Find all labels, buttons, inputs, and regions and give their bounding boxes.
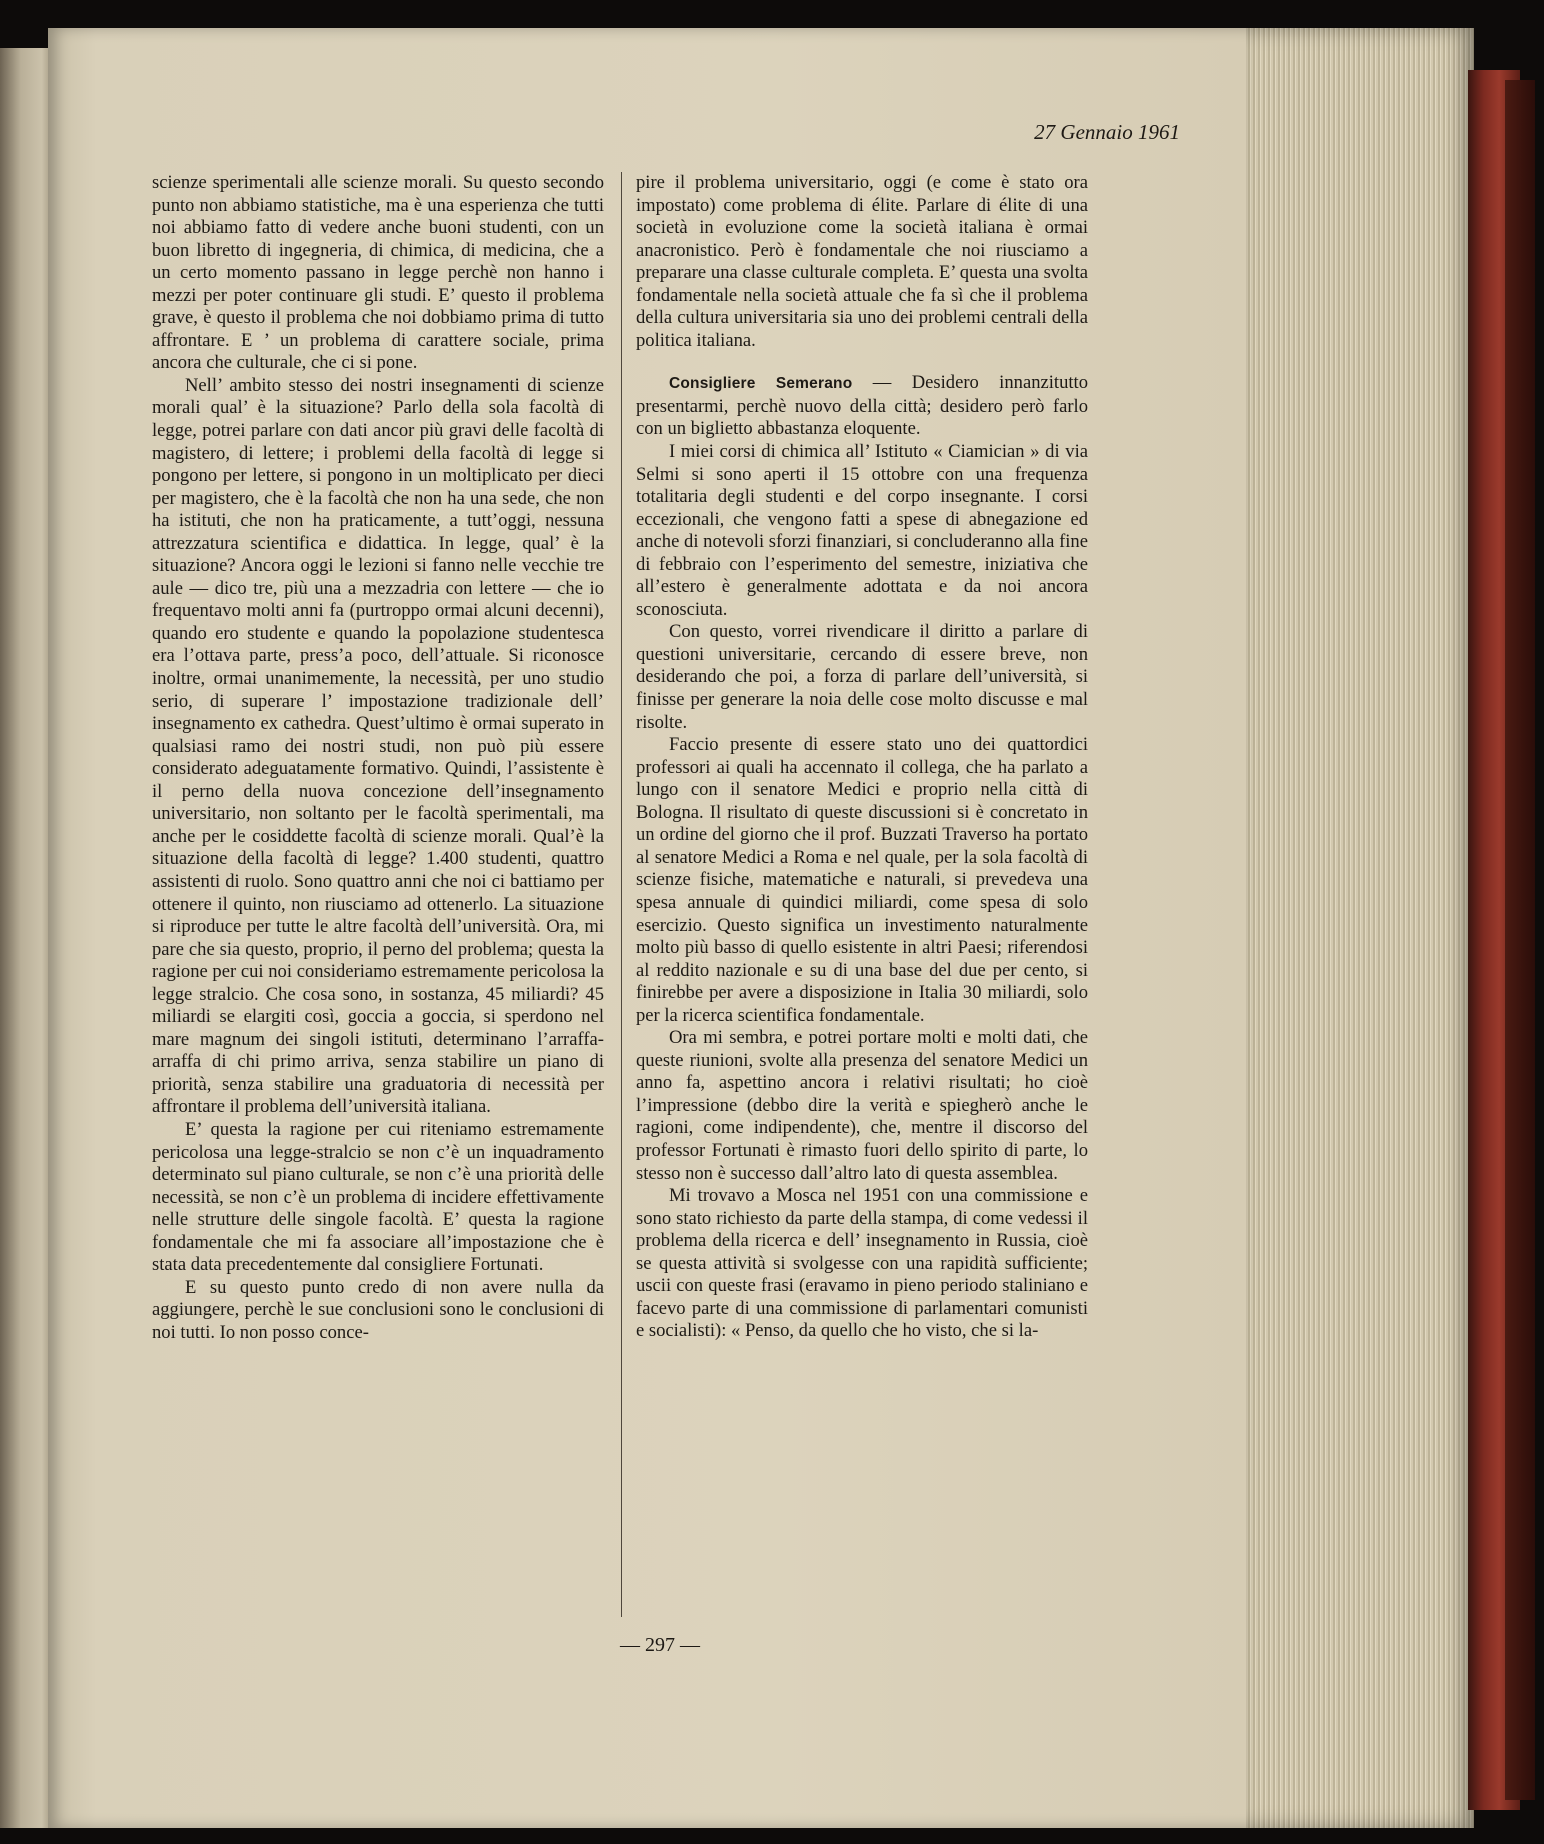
paragraph: pire il problema universitario, oggi (e come è stato ora impostato) come problema di élite. Parlare di élite di una società in evoluzione come la società italiana è ormai anacronistico. Però è fondamentale che noi riusciamo a preparare una classe culturale completa. E’ questa una svolta fondamentale nella società attuale che fa sì che il problema della cultura universitaria sia uno dei problemi centrali della politica italiana. xyxy=(636,172,1088,351)
paragraph: Ora mi sembra, e potrei portare molti e molti dati, che queste riunioni, svolte alla presenza del senatore Medici un anno fa, aspettino ancora i relativi risultati; ho cioè l’impressione (debbo dire la verità e spiegherò anche le ragioni, come indipendente), che, mentre il discorso del professor Fortunati è rimasto fuori dello spirito di parte, lo stesso non è successo dall’altro lato di questa assemblea. xyxy=(636,1027,1088,1184)
running-header-date: 27 Gennaio 1961 xyxy=(1034,120,1180,144)
right-text-column xyxy=(636,172,1088,1343)
speech-opening xyxy=(636,372,1088,441)
speaker-name: Consigliere Semerano xyxy=(669,375,853,393)
book-cover-back xyxy=(1505,80,1535,1800)
column-divider xyxy=(621,172,622,1617)
paragraph: scienze sperimentali alle scienze morali. Su questo secondo punto non abbiamo statistiche, ma è una esperienza che tutti noi abbiamo fatto di vedere anche buoni studenti, con un buon libretto di ingegneria, di chimica, di medicina, che a un certo momento passano in legge perchè non hanno i mezzi per poter continuare gli studi. E’ questo il problema grave, è questo il problema che noi dobbiamo prima di tutto affrontare. E ’ un problema di carattere sociale, prima ancora che culturale, che ci si pone. xyxy=(152,172,604,374)
left-text-column xyxy=(152,172,604,1344)
paragraph: Mi trovavo a Mosca nel 1951 con una commissione e sono stato richiesto da parte della stampa, di come vedessi il problema della ricerca e dell’ insegnamento in Russia, cioè se questa attività si svolgesse con una rapidità sufficiente; uscii con queste frasi (eravamo in pieno periodo staliniano e facevo parte di una commissione di parlamentari comunisti e socialisti): « Penso, da quello che ho visto, che si la- xyxy=(636,1185,1088,1342)
left-page-edge xyxy=(0,48,52,1828)
paragraph: I miei corsi di chimica all’ Istituto « Ciamician » di via Selmi si sono aperti il 15 ottobre con una frequenza totalitaria degli studenti e del corpo insegnante. I corsi eccezionali, che vengono fatti a spese di abnegazione ed anche di notevoli sforzi finanziari, si concluderanno alla fine di febbraio con l’esperimento del semestre, iniziativa che all’estero è generalmente adottata e da noi ancora sconosciuta. xyxy=(636,441,1088,620)
speech-text: — Desidero innanzitutto presentarmi, perchè nuovo della città; desidero però farlo con un biglietto abbastanza eloquente. xyxy=(636,372,1089,440)
paragraph: E su questo punto credo di non avere nulla da aggiungere, perchè le sue conclusioni sono le conclusioni di noi tutti. Io non posso conce- xyxy=(152,1276,604,1343)
paragraph: E’ questa la ragione per cui riteniamo estremamente pericolosa una legge-stralcio se non c’è un inquadramento determinato sul piano culturale, se non c’è una priorità delle necessità, se non c’è un problema di incidere effettivamente nelle strutture delle singole facoltà. E’ questa la ragione fondamentale che mi fa associare all’impostazione che è stata data precedentemente dal consigliere Fortunati. xyxy=(152,1118,604,1276)
paragraph: Con questo, vorrei rivendicare il diritto a parlare di questioni universitarie, cercando di essere breve, non desiderando che poi, a forza di parlare dell’università, si finisse per generare la noia delle cose molto discusse e mal risolte. xyxy=(636,621,1088,733)
page-block-edges xyxy=(1246,28,1474,1828)
paragraph: Faccio presente di essere stato uno dei quattordici professori ai quali ha accennato il collega, che ha parlato a lungo con il senatore Medici e proprio nella città di Bologna. Il risultato di queste discussioni si è concretato in un ordine del giorno che il prof. Buzzati Traverso ha portato al senatore Medici a Roma e nel quale, per la sola facoltà di scienze fisiche, matematiche e naturali, si prevedeva una spesa annuale di quindici miliardi, come spesa di solo esercizio. Questo significa un investimento naturalmente molto più basso di quello esistente in altri Paesi; riferendosi al reddito nazionale e su di una base del due per cento, si finirebbe per avere a disposizione in Italia 30 miliardi, solo per la ricerca scientifica fondamentale. xyxy=(636,734,1088,1026)
page-number: — 297 — xyxy=(620,1634,700,1656)
paragraph: Nell’ ambito stesso dei nostri insegnamenti di scienze morali qual’ è la situazione? Parlo della sola facoltà di legge, potrei parlare con dati ancor più gravi delle facoltà di magistero, di lettere; i problemi della facoltà di legge si pongono per lettere, si pongono in un moltiplicato per dieci per magistero, che è la facoltà che non ha una sede, che non ha istituti, che non ha praticamente, a tutt’oggi, nessuna attrezzatura scientifica e didattica. In legge, qual’ è la situazione? Ancora oggi le lezioni si fanno nelle vecchie tre aule — dico tre, più una a mezzadria con lettere — che io frequentavo molti anni fa (purtroppo ormai alcuni decenni), quando ero studente e quando la popolazione studentesca era l’ottava parte, press’a poco, dell’attuale. Si riconosce inoltre, ormai unanimemente, la necessità, per uno studio serio, di superare l’ impostazione tradizionale dell’ insegnamento ex cathedra. Quest’ultimo è ormai superato in qualsiasi ramo dei nostri studi, non può più essere considerato adeguatamente formativo. Quindi, l’assistente è il perno della nuova concezione dell’insegnamento universitario, non soltanto per le facoltà sperimentali, ma anche per le cosiddette facoltà di scienze morali. Qual’è la situazione della facoltà di legge? 1.400 studenti, quattro assistenti di ruolo. Sono quattro anni che noi ci battiamo per ottenere il quinto, non riusciamo ad ottenerlo. La situazione si riproduce per tutte le altre facoltà dell’università. Ora, mi pare che sia questo, proprio, il perno del problema; questa la ragione per cui noi consideriamo estremamente pericolosa la legge stralcio. Che cosa sono, in sostanza, 45 miliardi? 45 miliardi se elargiti così, goccia a goccia, si sperdono nel mare magnum dei singoli istituti, determinano l’arraffa-arraffa di chi primo arriva, senza stabilire un piano di priorità, senza stabilire una graduatoria di necessità per affrontare il problema dell’università italiana. xyxy=(152,374,604,1118)
